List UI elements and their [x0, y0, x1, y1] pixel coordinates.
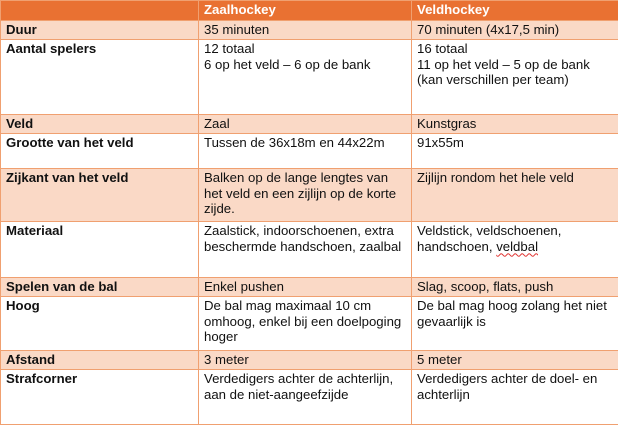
veld-cell	[412, 297, 618, 351]
cell-text: Enkel pushen	[204, 279, 284, 294]
row-label: Spelen van de bal	[1, 278, 199, 297]
zaal-cell	[199, 370, 412, 425]
zaal-cell	[199, 21, 412, 40]
cell-text: 6 op het veld – 6 op de bank	[204, 56, 371, 72]
zaal-cell	[199, 278, 412, 297]
header-zaalhockey: Zaalhockey	[199, 1, 412, 21]
header-empty	[1, 1, 199, 21]
zaal-cell	[199, 134, 412, 169]
zaal-cell	[199, 40, 412, 115]
zaal-cell	[199, 297, 412, 351]
cell-text: Veldstick, veldschoenen, handschoen,	[417, 223, 562, 254]
veld-cell	[412, 40, 618, 115]
header-veldhockey: Veldhockey	[412, 1, 618, 21]
veld-cell	[412, 169, 618, 222]
cell-text: De bal mag hoog zolang het niet gevaarlijk is	[417, 298, 607, 329]
row-label: Afstand	[1, 351, 199, 370]
cell-text: De bal mag maximaal 10 cm omhoog, enkel bij een doelpoging hoger	[204, 298, 402, 344]
row-label: Grootte van het veld	[1, 134, 199, 169]
veld-cell	[412, 351, 618, 370]
table-row	[1, 134, 618, 169]
header-row	[1, 1, 618, 21]
table-row	[1, 40, 618, 115]
cell-text: Tussen de 36x18m en 44x22m	[204, 135, 385, 150]
cell-text: 11 op het veld – 5 op de bank (kan verschillen per team)	[417, 56, 590, 87]
row-label: Strafcorner	[1, 370, 199, 425]
cell-text-flagged: veldbal	[496, 238, 538, 254]
table-row	[1, 278, 618, 297]
cell-text: Zaal	[204, 116, 230, 131]
veld-cell	[412, 370, 618, 425]
cell-text: Balken op de lange lengtes van het veld en een zijlijn op de korte zijde.	[204, 170, 397, 216]
table-row	[1, 21, 618, 40]
table-row	[1, 169, 618, 222]
cell-text: Verdedigers achter de achterlijn, aan de niet-aangeefzijde	[204, 371, 394, 402]
cell-text: 91x55m	[417, 135, 464, 150]
veld-cell	[412, 134, 618, 169]
row-label: Duur	[1, 21, 199, 40]
cell-text: Kunstgras	[417, 116, 477, 131]
cell-text: 5 meter	[417, 352, 462, 367]
cell-text: 70 minuten (4x17,5 min)	[417, 22, 560, 37]
veld-cell	[412, 21, 618, 40]
row-label: Zijkant van het veld	[1, 169, 199, 222]
cell-text: Verdedigers achter de doel- en achterlijn	[417, 371, 598, 402]
row-label: Veld	[1, 115, 199, 134]
table-row	[1, 297, 618, 351]
cell-text: 3 meter	[204, 352, 249, 367]
veld-cell	[412, 278, 618, 297]
table-row	[1, 370, 618, 425]
row-label: Hoog	[1, 297, 199, 351]
zaal-cell	[199, 351, 412, 370]
veld-cell	[412, 115, 618, 134]
zaal-cell	[199, 222, 412, 278]
zaal-cell	[199, 169, 412, 222]
row-label: Materiaal	[1, 222, 199, 278]
cell-text: Zaalstick, indoorschoenen, extra beschermde handschoen, zaalbal	[204, 223, 402, 254]
row-label: Aantal spelers	[1, 40, 199, 115]
table-row	[1, 222, 618, 278]
zaal-cell	[199, 115, 412, 134]
cell-text: Zijlijn rondom het hele veld	[417, 170, 574, 185]
cell-text: 12 totaal	[204, 41, 255, 56]
cell-text: 35 minuten	[204, 22, 270, 37]
table-row	[1, 115, 618, 134]
veld-cell	[412, 222, 618, 278]
cell-text: Slag, scoop, flats, push	[417, 279, 554, 294]
table-row	[1, 351, 618, 370]
cell-text: 16 totaal	[417, 41, 468, 56]
